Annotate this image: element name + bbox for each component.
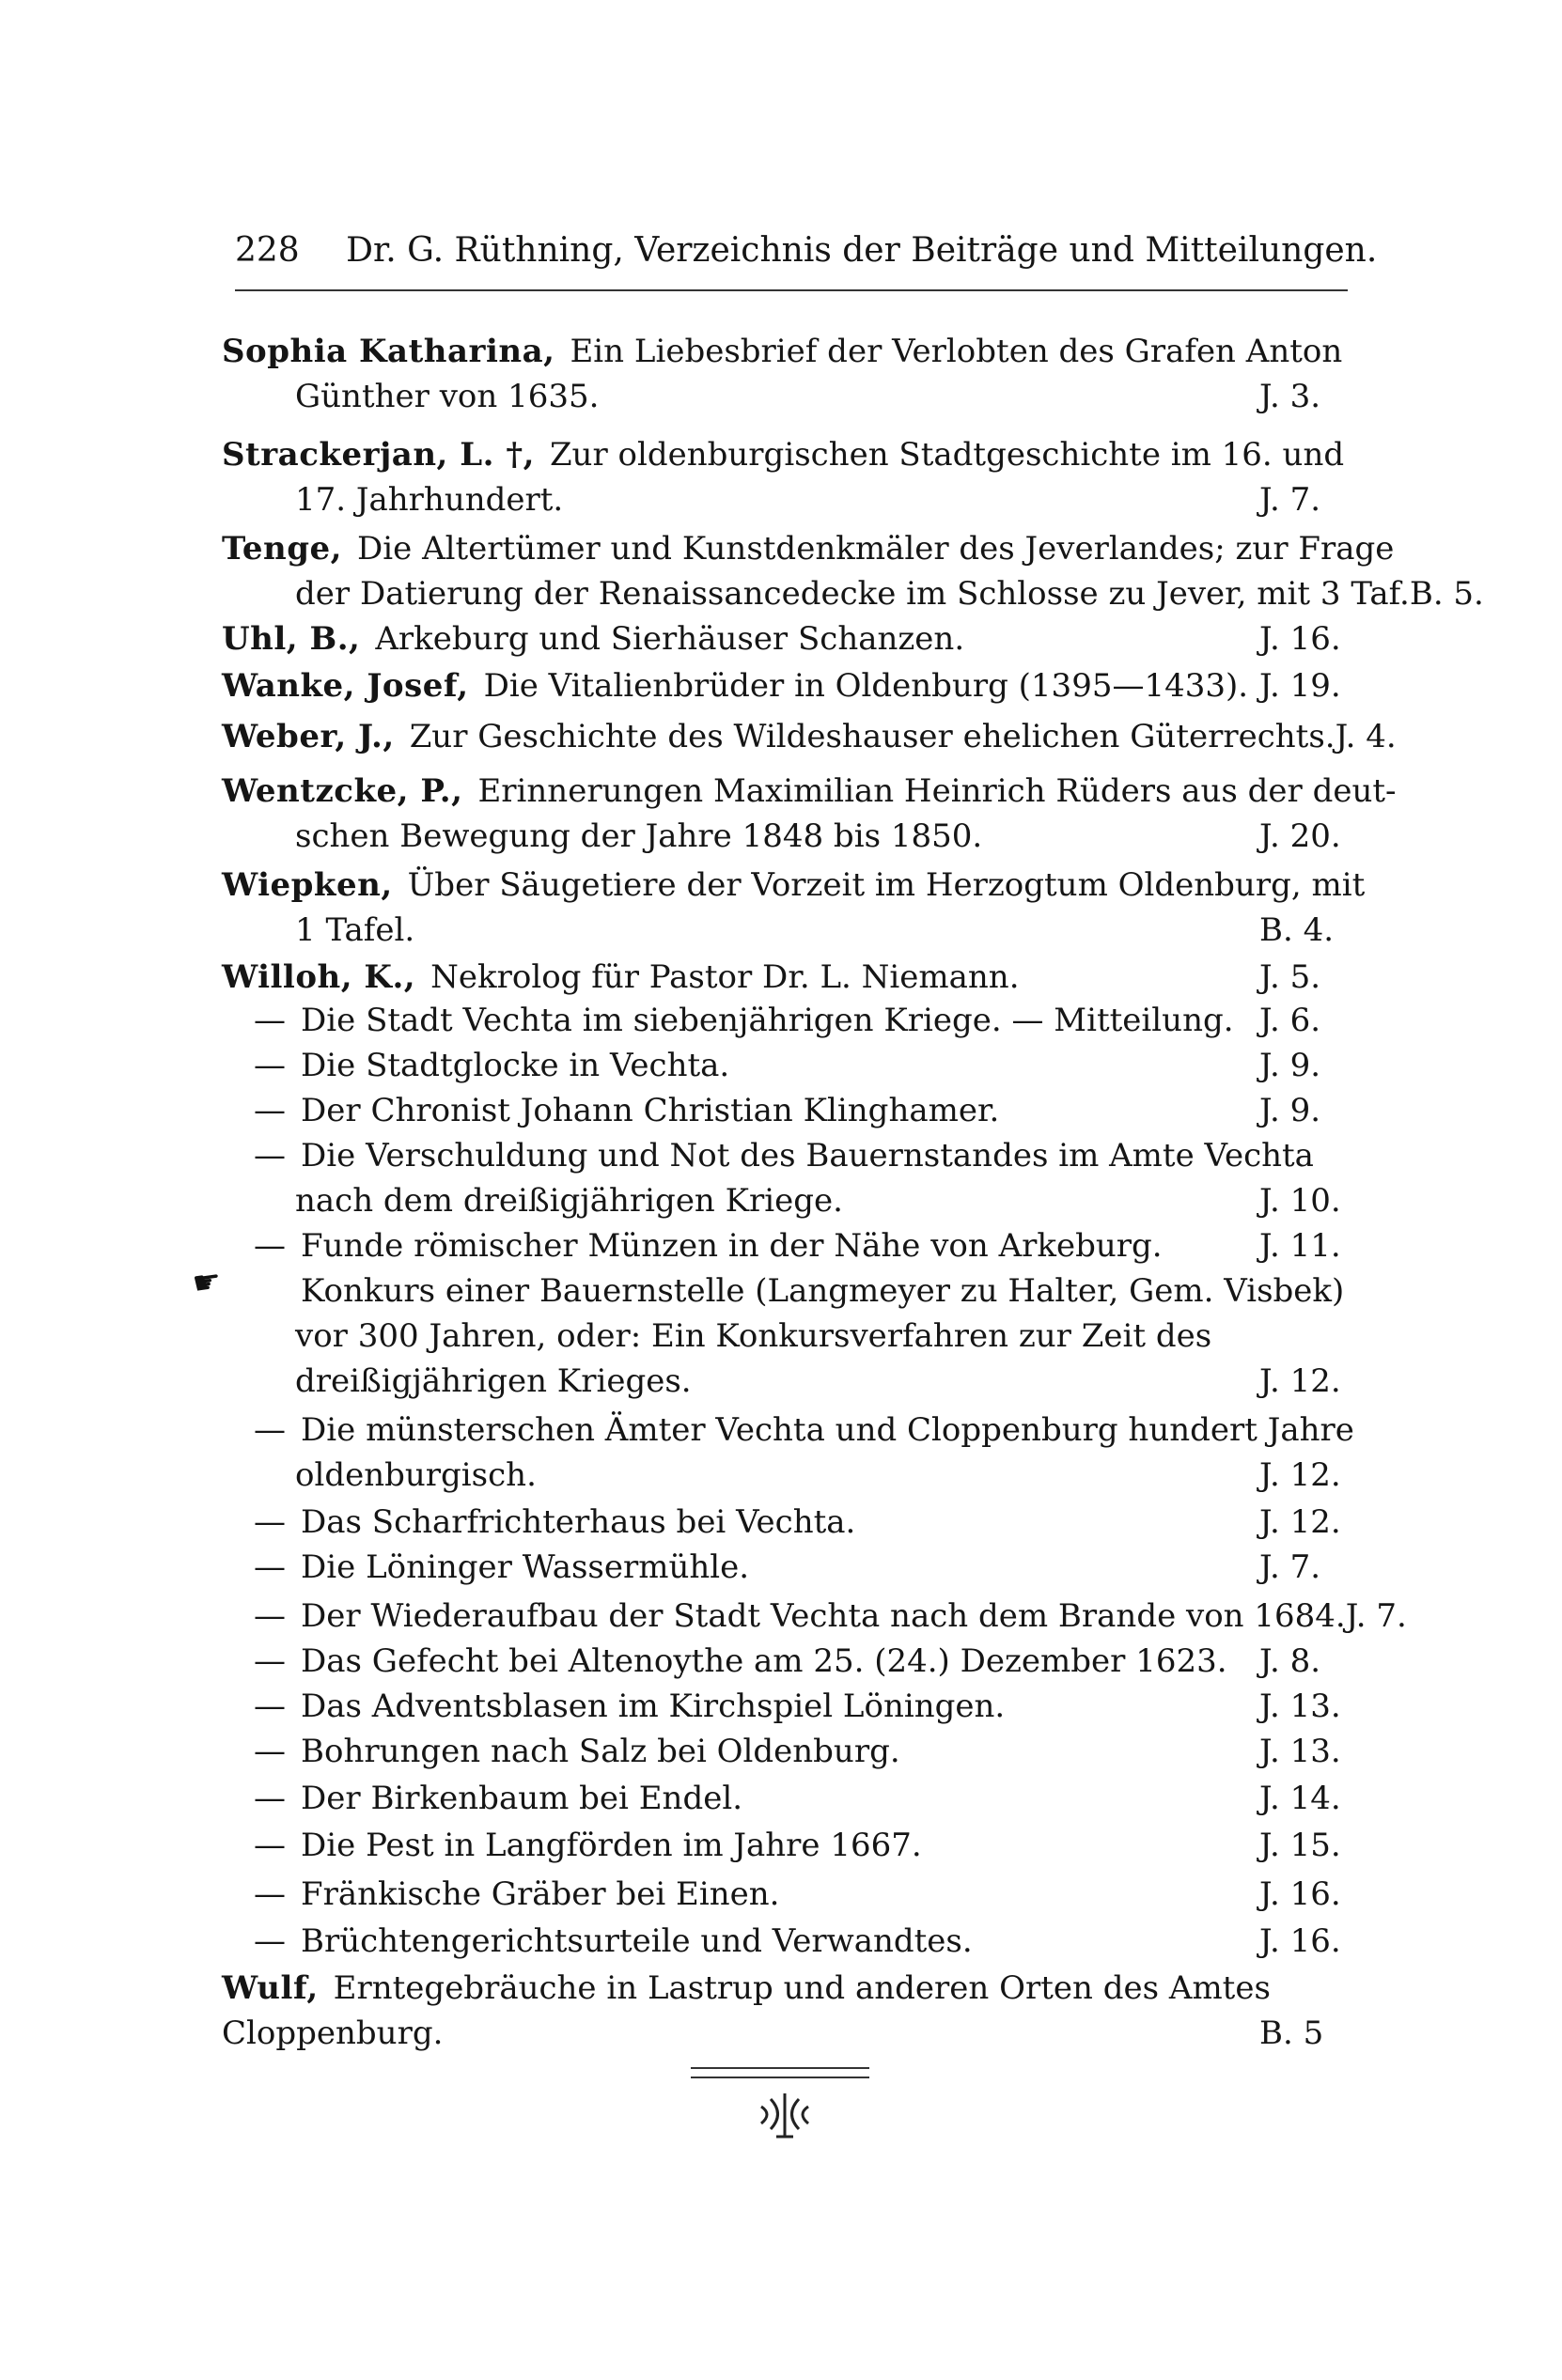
entry-dash: —: [254, 1548, 286, 1586]
entry-title: Die Pest in Langförden im Jahre 1667.: [301, 1827, 922, 1864]
entry-author: Uhl, B.,: [222, 620, 361, 658]
entry-title: Der Chronist Johann Christian Klinghamer.: [301, 1092, 1000, 1129]
pointing-hand-icon: ☛: [190, 1262, 225, 1303]
index-subentry: [222, 1223, 1346, 1268]
entry-dash: —: [254, 1922, 286, 1960]
index-entry: [222, 714, 1397, 759]
index-subentry: [222, 1729, 1346, 1774]
index-entry: [222, 432, 1346, 522]
entry-reference: J. 13.: [1259, 1733, 1341, 1770]
entry-reference: J. 12.: [1259, 1362, 1341, 1400]
entry-title: Bohrungen nach Salz bei Oldenburg.: [301, 1733, 900, 1770]
entry-dash: —: [254, 1733, 286, 1770]
index-subentry: [222, 1919, 1346, 1964]
entry-title: Das Gefecht bei Altenoythe am 25. (24.) Dezember 1623.: [301, 1642, 1227, 1680]
entry-reference: J. 7.: [1345, 1597, 1407, 1635]
entry-title: Zur oldenburgischen Stadtgeschichte im 16. und: [549, 436, 1345, 474]
index-subentry: [222, 1872, 1346, 1917]
index-subentry: [222, 1594, 1407, 1639]
entry-reference: J. 7.: [1259, 1548, 1321, 1586]
index-subentry: [222, 1088, 1346, 1133]
entry-dash: —: [254, 1642, 286, 1680]
entry-title-continued: der Datierung der Renaissancedecke im Schlosse zu Jever, mit 3 Taf.: [295, 575, 1410, 613]
index-subentry: [222, 1043, 1346, 1088]
page-number: 228: [235, 231, 300, 270]
entry-title-continued: 1 Tafel.: [295, 911, 415, 949]
entry-reference: J. 16.: [1259, 1922, 1341, 1960]
entry-reference: J. 12.: [1259, 1456, 1341, 1494]
entry-title: Die Verschuldung und Not des Bauernstandes im Amte Vechta: [301, 1137, 1314, 1174]
entry-title: Die Löninger Wassermühle.: [301, 1548, 750, 1586]
entry-title: Fränkische Gräber bei Einen.: [301, 1875, 780, 1913]
entry-reference: J. 19.: [1259, 667, 1341, 705]
entry-dash: —: [254, 1688, 286, 1725]
entry-author: Wentzcke, P.,: [222, 772, 463, 810]
entry-title: Arkeburg und Sierhäuser Schanzen.: [375, 620, 965, 658]
entry-reference: J. 8.: [1259, 1642, 1321, 1680]
entry-reference: J. 20.: [1259, 817, 1341, 855]
entry-title: Konkurs einer Bauernstelle (Langmeyer zu Halter, Gem. Visbek): [301, 1272, 1345, 1310]
entry-author: Wiepken,: [222, 866, 393, 904]
entry-dash: —: [254, 1827, 286, 1864]
index-subentry: [222, 1408, 1354, 1498]
entry-dash: —: [254, 1137, 286, 1174]
index-subentry: [222, 1268, 1346, 1404]
index-subentry: [222, 1500, 1346, 1545]
entry-reference: J. 3.: [1259, 378, 1321, 415]
entry-author: Sophia Katharina,: [222, 333, 555, 370]
entry-title: Erntegebräuche in Lastrup und anderen Orten des Amtes: [333, 1969, 1271, 2007]
end-rule-top: [691, 2067, 869, 2069]
entry-reference: B. 5: [1259, 2014, 1324, 2052]
entry-dash: —: [254, 1002, 286, 1039]
entry-reference: J. 4.: [1335, 718, 1397, 755]
entry-dash: —: [254, 1503, 286, 1541]
running-head: [235, 231, 1377, 270]
entry-title-continued: Cloppenburg.: [222, 2014, 444, 2052]
entry-reference: J. 12.: [1259, 1503, 1341, 1541]
entry-reference: J. 5.: [1259, 958, 1321, 996]
entry-author: Willoh, K.,: [222, 958, 416, 996]
index-subentry: [222, 1776, 1346, 1821]
entry-title: Die Stadt Vechta im siebenjährigen Kriege. — Mitteilung.: [301, 1002, 1234, 1039]
entry-title-continued: Günther von 1635.: [295, 378, 600, 415]
entry-dash: —: [254, 1411, 286, 1449]
entry-title-continued: nach dem dreißigjährigen Kriege.: [295, 1182, 843, 1220]
entry-title: Die Altertümer und Kunstdenkmäler des Jeverlandes; zur Frage: [357, 530, 1395, 568]
entry-title: Ein Liebesbrief der Verlobten des Grafen Anton: [570, 333, 1343, 370]
entry-title: Das Adventsblasen im Kirchspiel Löningen.: [301, 1688, 1006, 1725]
fleuron-ornament-icon: [752, 2086, 818, 2142]
entry-reference: B. 5.: [1409, 575, 1484, 613]
index-entry: [222, 1966, 1346, 2056]
entry-reference: J. 10.: [1259, 1182, 1341, 1220]
entry-title-continued: dreißigjährigen Krieges.: [295, 1362, 692, 1400]
entry-title: Nekrolog für Pastor Dr. L. Niemann.: [430, 958, 1020, 996]
entry-author: Strackerjan, L. †,: [222, 436, 535, 474]
entry-reference: J. 15.: [1259, 1827, 1341, 1864]
index-subentry: [222, 1823, 1346, 1868]
entry-reference: J. 11.: [1259, 1227, 1341, 1265]
entry-author: Wulf,: [222, 1969, 319, 2007]
entry-reference: B. 4.: [1259, 911, 1335, 949]
entry-reference: J. 9.: [1259, 1047, 1321, 1084]
entry-dash: —: [254, 1780, 286, 1817]
entry-title: Erinnerungen Maximilian Heinrich Rüders aus der deut-: [477, 772, 1397, 810]
entry-dash: —: [254, 1227, 286, 1265]
index-subentry: [222, 1133, 1346, 1223]
index-entry: [222, 955, 1346, 1000]
entry-title: Funde römischer Münzen in der Nähe von Arkeburg.: [301, 1227, 1163, 1265]
index-entry: [222, 769, 1397, 859]
entry-title: Brüchtengerichtsurteile und Verwandtes.: [301, 1922, 973, 1960]
entry-title: Über Säugetiere der Vorzeit im Herzogtum Oldenburg, mit: [407, 866, 1366, 904]
entry-title: Der Birkenbaum bei Endel.: [301, 1780, 743, 1817]
entry-title: Die Stadtglocke in Vechta.: [301, 1047, 730, 1084]
running-head-title: Dr. G. Rüthning, Verzeichnis der Beiträge und Mitteilungen.: [346, 231, 1378, 270]
entry-title-continued: 17. Jahrhundert.: [295, 481, 564, 519]
entry-reference: J. 13.: [1259, 1688, 1341, 1725]
index-entry: [222, 526, 1484, 616]
entry-dash: —: [254, 1875, 286, 1913]
entry-title: Zur Geschichte des Wildeshauser ehelichen Güterrechts.: [409, 718, 1336, 755]
entry-reference: J. 9.: [1259, 1092, 1321, 1129]
index-entry: [222, 663, 1346, 708]
entry-title-continued: oldenburgisch.: [295, 1456, 537, 1494]
entry-dash: —: [254, 1597, 286, 1635]
index-entry: [222, 616, 1346, 661]
index-entry: [222, 329, 1346, 419]
entry-title: Die münsterschen Ämter Vechta und Cloppenburg hundert Jahre: [301, 1411, 1354, 1449]
index-entry: [222, 863, 1366, 953]
index-subentry: [222, 1684, 1346, 1729]
entry-reference: J. 16.: [1259, 1875, 1341, 1913]
entry-reference: J. 6.: [1259, 1002, 1321, 1039]
entry-dash: —: [254, 1092, 286, 1129]
entry-reference: J. 16.: [1259, 620, 1341, 658]
entry-title-continued: schen Bewegung der Jahre 1848 bis 1850.: [295, 817, 983, 855]
entry-title: Der Wiederaufbau der Stadt Vechta nach dem Brande von 1684.: [301, 1597, 1346, 1635]
entry-title-continued: vor 300 Jahren, oder: Ein Konkursverfahren zur Zeit des: [295, 1317, 1212, 1355]
entry-author: Weber, J.,: [222, 718, 395, 755]
index-subentry: [222, 998, 1346, 1043]
entry-reference: J. 7.: [1259, 481, 1321, 519]
entry-title: Die Vitalienbrüder in Oldenburg (1395—1433).: [483, 667, 1249, 705]
index-subentry: [222, 1639, 1346, 1684]
entry-author: Tenge,: [222, 530, 342, 568]
entry-reference: J. 14.: [1259, 1780, 1341, 1817]
entry-dash: —: [254, 1047, 286, 1084]
index-subentry: [222, 1545, 1346, 1590]
entry-title: Das Scharfrichterhaus bei Vechta.: [301, 1503, 856, 1541]
header-rule: [235, 289, 1348, 291]
end-rule-bottom: [691, 2077, 869, 2078]
entry-author: Wanke, Josef,: [222, 667, 469, 705]
